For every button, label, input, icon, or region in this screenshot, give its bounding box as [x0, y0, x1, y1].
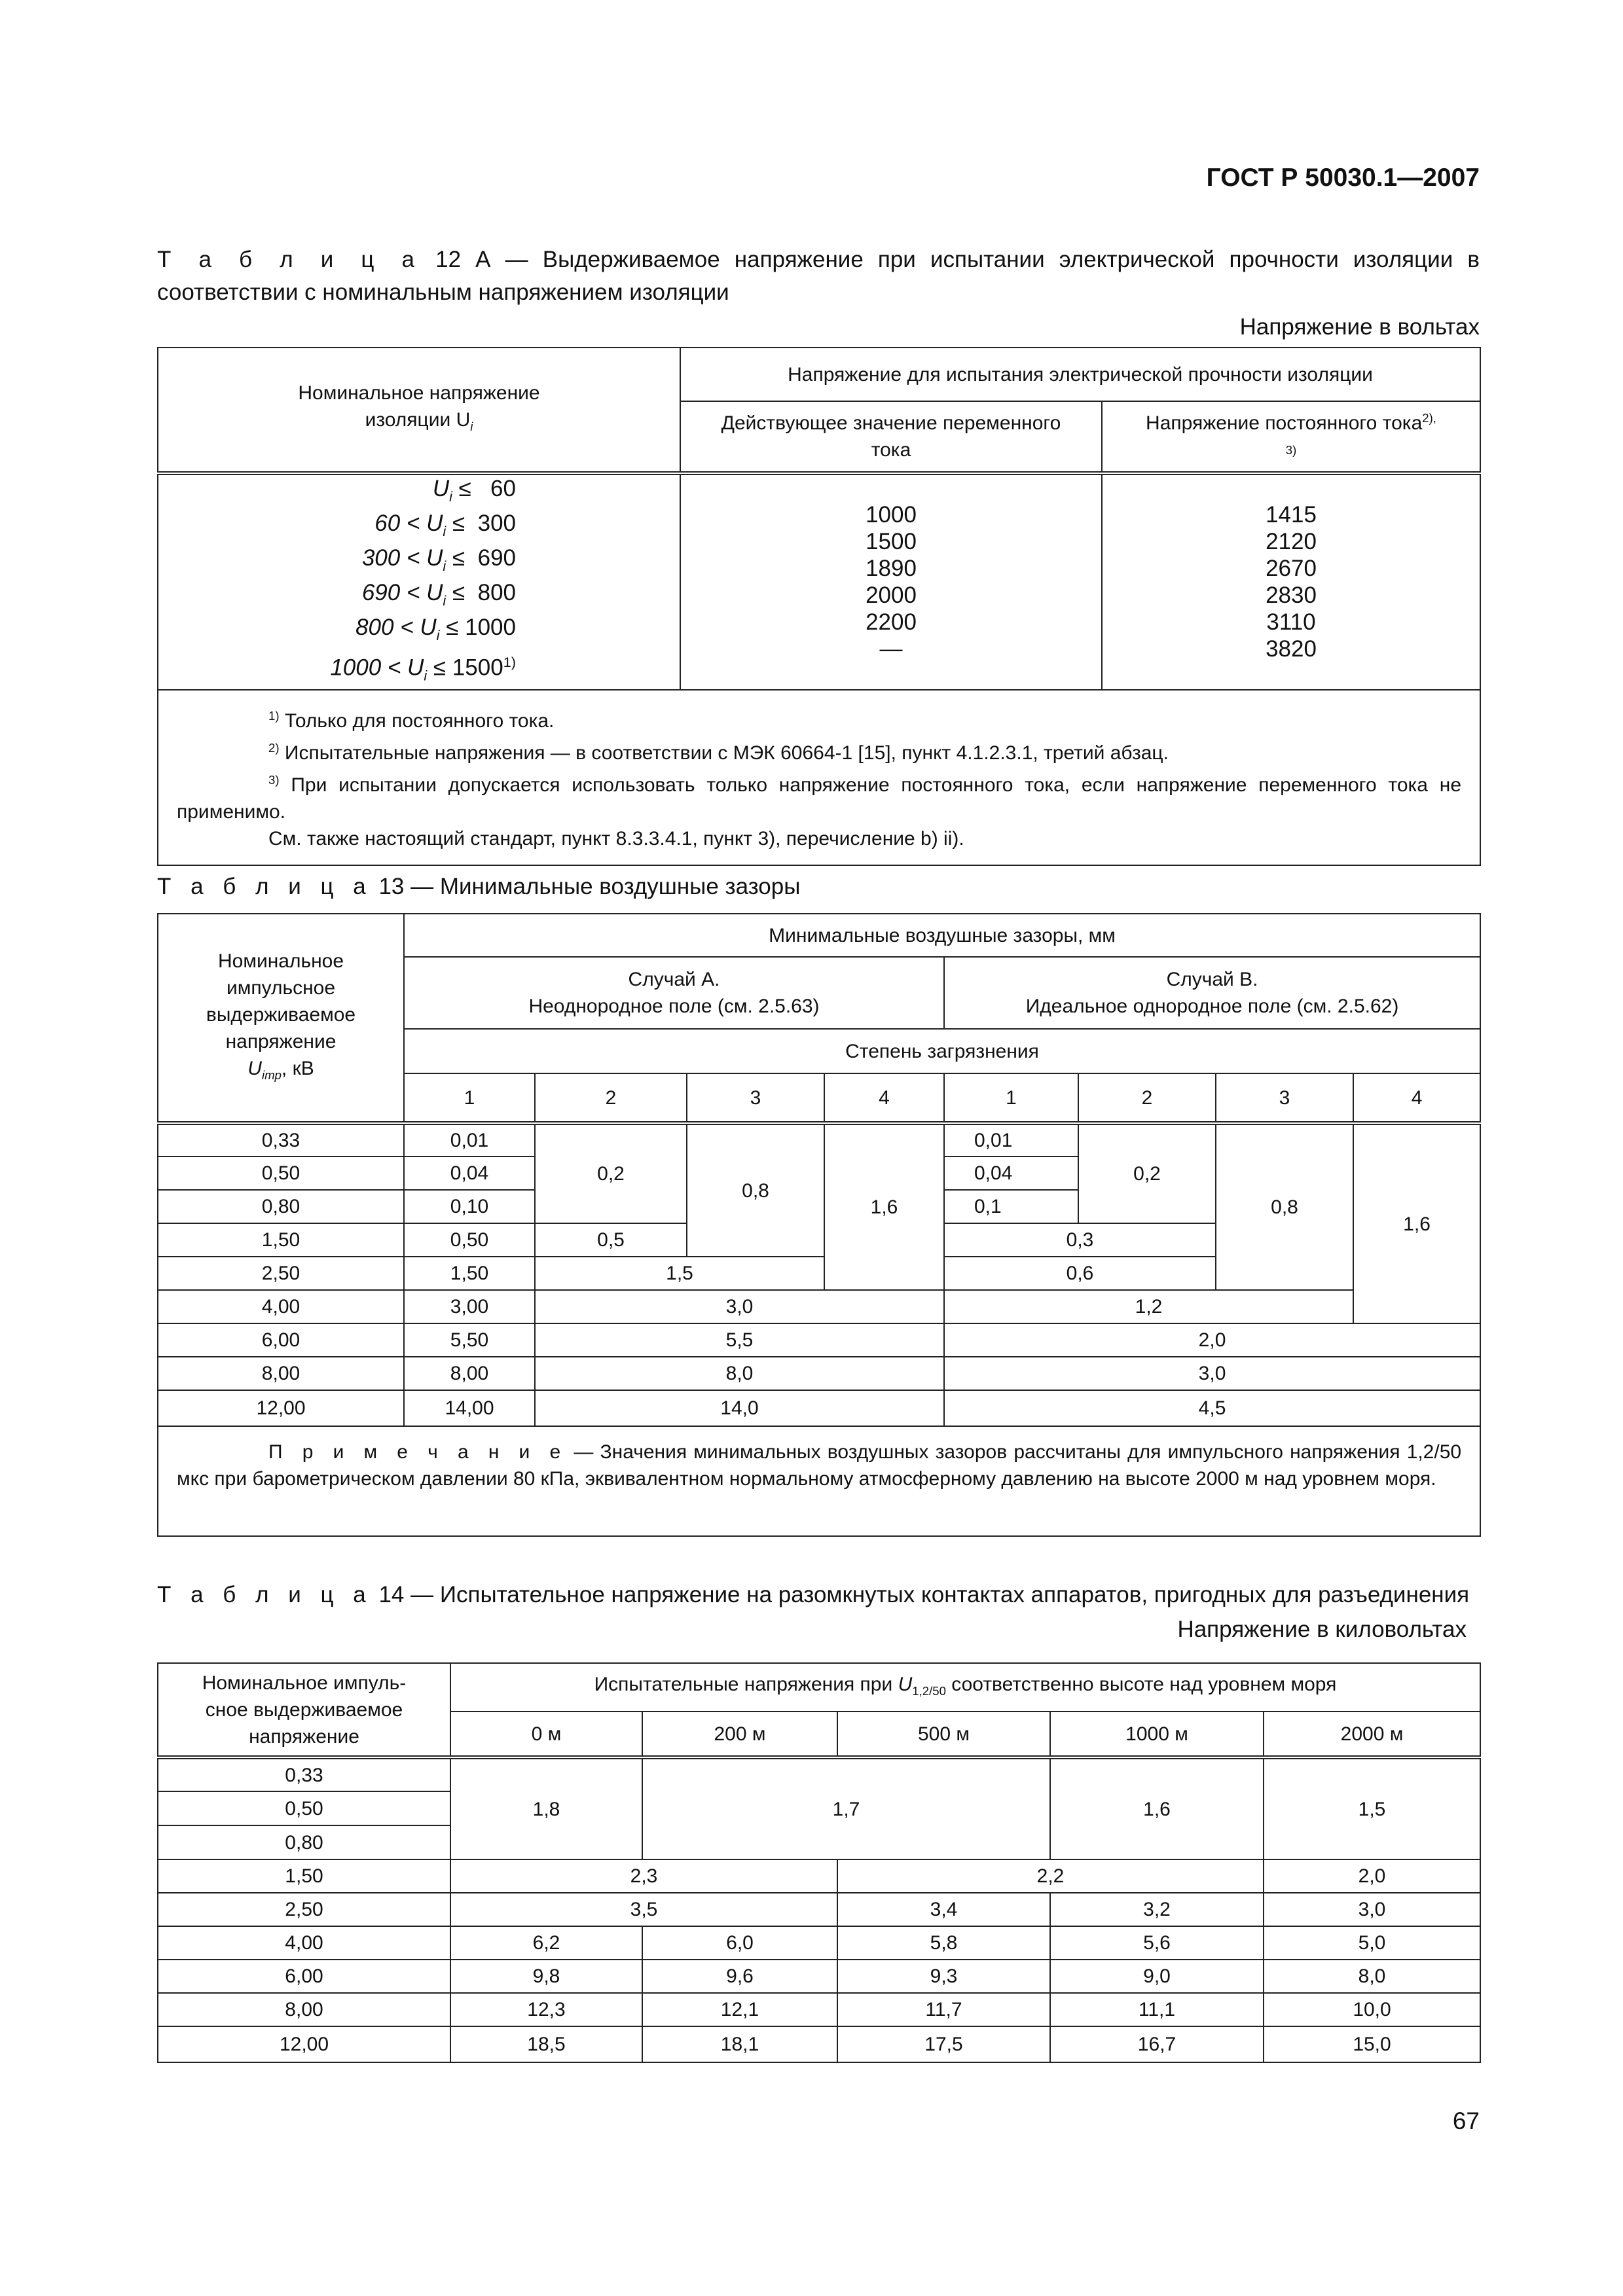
- t13-voltage: 0,33: [158, 1123, 404, 1157]
- t14-cell: 18,5: [450, 2026, 642, 2062]
- t13-header-group: Минимальные воздушные зазоры, мм: [404, 914, 1480, 957]
- t14-voltage: 0,50: [158, 1791, 450, 1825]
- t14-voltage: 8,00: [158, 1993, 450, 2026]
- standard-number: ГОСТ Р 50030.1—2007: [1206, 164, 1480, 192]
- t13-a1: 0,10: [404, 1190, 535, 1223]
- table-14: [157, 1662, 1481, 2063]
- t14-cell: 5,0: [1264, 1926, 1480, 1960]
- t13-a1: 14,00: [404, 1390, 535, 1426]
- t13-degree: 1: [404, 1073, 535, 1123]
- t13-voltage: 1,50: [158, 1223, 404, 1257]
- t12a-footnotes: $^{1)}$ Только для постоянного тока. $^{2)}$ Испытательные напряжения — в соответствии с МЭК 60664-1 [15], пункт 4.1.2.3.1, третий абзац. $^{3)}$ При испытании допускается использовать только напряжение постоянного тока, если напряжение переменного тока не применимо. См. также настоящий стандарт, пункт 8.3.3.4.1, пункт 3), перечисление b) ii).: [158, 690, 1480, 865]
- t12a-header-voltage: Номинальное напряжение изоляции $U_i$: [158, 348, 680, 473]
- page-number: 67: [1452, 2108, 1480, 2134]
- t13-b2-merged: 0,2: [1078, 1123, 1216, 1223]
- t13-b: 3,0: [944, 1357, 1480, 1390]
- t13-a23: 1,5: [535, 1257, 824, 1290]
- t13-a1: 0,50: [404, 1223, 535, 1257]
- t12a-header-group: Напряжение для испытания электрической прочности изоляции: [680, 348, 1480, 401]
- t14-cell: 12,1: [642, 1993, 837, 2026]
- t13-b: 2,0: [944, 1323, 1480, 1357]
- t14-cell: 3,4: [837, 1893, 1050, 1926]
- t13-a234: 3,0: [535, 1290, 944, 1323]
- t14-cell: 3,2: [1050, 1893, 1264, 1926]
- t13-b1: 0,04: [944, 1157, 1078, 1190]
- table14-caption: Т а б л и ц а 14 — Испытательное напряжение на разомкнутых контактах аппаратов, пригодных для разъединения: [157, 1582, 1470, 1607]
- t14-cell: 11,1: [1050, 1993, 1264, 2026]
- t14-voltage: 0,80: [158, 1825, 450, 1859]
- t14-height: 500 м: [837, 1712, 1050, 1757]
- t13-b12: 0,6: [944, 1257, 1216, 1290]
- t14-cell: 11,7: [837, 1993, 1050, 2026]
- t13-voltage: 8,00: [158, 1357, 404, 1390]
- t14-cell: 2,0: [1264, 1859, 1480, 1893]
- t13-a2: 0,5: [535, 1223, 687, 1257]
- t13-b: 4,5: [944, 1390, 1480, 1426]
- table-12a: [157, 347, 1481, 866]
- t13-degree: 4: [824, 1073, 944, 1123]
- t14-cell: 12,3: [450, 1993, 642, 2026]
- t13-voltage: 0,80: [158, 1190, 404, 1223]
- t13-degree: 2: [1078, 1073, 1216, 1123]
- t13-b123: 1,2: [944, 1290, 1353, 1323]
- t14-cell: 15,0: [1264, 2026, 1480, 2062]
- t13-b1: 0,01: [944, 1123, 1078, 1157]
- t14-h0: 1,8: [450, 1757, 642, 1859]
- t13-note: П р и м е ч а н и е — Значения минимальных воздушных зазоров рассчитаны для импульсного напряжения 1,2/50 мкс при барометрическом давлении 80 кПа, эквивалентном нормальному атмосферному давлению на высоте 2000 м над уровнем моря.: [158, 1426, 1480, 1536]
- t14-voltage: 0,33: [158, 1757, 450, 1791]
- t12a-voltage-ranges: $U_i \le 60$ $60 < U_i \le 300$ $300 < U_i \le 690$ $690 < U_i \le 800$ $800 < U_i \le 1000$ $1000 < U_i \le 1500^{1)}$: [158, 473, 680, 690]
- t14-cell: 3,5: [450, 1893, 837, 1926]
- t13-degree: 3: [1216, 1073, 1353, 1123]
- t13-a234: 8,0: [535, 1357, 944, 1390]
- t14-cell: 10,0: [1264, 1993, 1480, 2026]
- t13-voltage: 4,00: [158, 1290, 404, 1323]
- table12a-caption: Т а б л и ц а 12 А — Выдерживаемое напряжение при испытании электрической прочности изоляции в соответствии с номинальным напряжением изоляции: [157, 247, 1480, 305]
- t13-degree: 2: [535, 1073, 687, 1123]
- t14-voltage: 2,50: [158, 1893, 450, 1926]
- t14-cell: 5,6: [1050, 1926, 1264, 1960]
- t12a-ac-values: 1000 1500 1890 2000 2200 —: [680, 473, 1102, 690]
- t14-voltage: 12,00: [158, 2026, 450, 2062]
- t13-header-case-b: Случай В. Идеальное однородное поле (см. 2.5.62): [944, 957, 1480, 1029]
- t14-h2000: 1,5: [1264, 1757, 1480, 1859]
- table12a-unit: Напряжение в вольтах: [1239, 314, 1480, 340]
- t13-b4-merged: 1,6: [1353, 1123, 1480, 1323]
- t13-header-pollution: Степень загрязнения: [404, 1029, 1480, 1073]
- t13-a1: 5,50: [404, 1323, 535, 1357]
- t13-a1: 0,04: [404, 1157, 535, 1190]
- t14-voltage: 6,00: [158, 1960, 450, 1993]
- t14-cell: 6,0: [642, 1926, 837, 1960]
- t14-cell: 2,2: [837, 1859, 1264, 1893]
- t13-voltage: 6,00: [158, 1323, 404, 1357]
- t14-cell: 18,1: [642, 2026, 837, 2062]
- t12a-header-dc: Напряжение постоянного тока$^{2), 3)}$: [1102, 401, 1480, 473]
- t13-voltage: 2,50: [158, 1257, 404, 1290]
- t14-header-voltage: Номинальное импуль- сное выдерживаемое напряжение: [158, 1663, 450, 1757]
- t12a-header-ac: Действующее значение переменного тока: [680, 401, 1102, 473]
- t13-a3-merged: 0,8: [687, 1123, 824, 1257]
- table-13: [157, 913, 1481, 1537]
- t14-cell: 5,8: [837, 1926, 1050, 1960]
- t13-a1: 1,50: [404, 1257, 535, 1290]
- t13-a1: 0,01: [404, 1123, 535, 1157]
- t14-height: 2000 м: [1264, 1712, 1480, 1757]
- t14-height: 200 м: [642, 1712, 837, 1757]
- t13-a234: 5,5: [535, 1323, 944, 1357]
- t13-b3-merged: 0,8: [1216, 1123, 1353, 1290]
- t14-height: 1000 м: [1050, 1712, 1264, 1757]
- t13-a4-merged: 1,6: [824, 1123, 944, 1290]
- t13-voltage: 0,50: [158, 1157, 404, 1190]
- t14-cell: 17,5: [837, 2026, 1050, 2062]
- t13-header-voltage: Номинальное импульсное выдерживаемое напряжение $U_{imp}$, кВ: [158, 914, 404, 1123]
- t13-header-case-a: Случай А. Неоднородное поле (см. 2.5.63): [404, 957, 944, 1029]
- t14-cell: 16,7: [1050, 2026, 1264, 2062]
- t12a-dc-values: 1415 2120 2670 2830 3110 3820: [1102, 473, 1480, 690]
- t13-voltage: 12,00: [158, 1390, 404, 1426]
- t14-cell: 6,2: [450, 1926, 642, 1960]
- t14-cell: 3,0: [1264, 1893, 1480, 1926]
- t14-cell: 9,8: [450, 1960, 642, 1993]
- t14-cell: 8,0: [1264, 1960, 1480, 1993]
- t13-b1: 0,1: [944, 1190, 1078, 1223]
- t14-h1000: 1,6: [1050, 1757, 1264, 1859]
- t13-a1: 3,00: [404, 1290, 535, 1323]
- t14-cell: 9,0: [1050, 1960, 1264, 1993]
- t14-cell: 9,3: [837, 1960, 1050, 1993]
- t14-h200-500: 1,7: [642, 1757, 1050, 1859]
- t14-voltage: 1,50: [158, 1859, 450, 1893]
- t13-a234: 14,0: [535, 1390, 944, 1426]
- t13-a2-merged: 0,2: [535, 1123, 687, 1223]
- t13-degree: 1: [944, 1073, 1078, 1123]
- t13-degree: 4: [1353, 1073, 1480, 1123]
- t13-degree: 3: [687, 1073, 824, 1123]
- t14-height: 0 м: [450, 1712, 642, 1757]
- t14-cell: 2,3: [450, 1859, 837, 1893]
- t14-voltage: 4,00: [158, 1926, 450, 1960]
- table13-caption: Т а б л и ц а 13 — Минимальные воздушные зазоры: [157, 874, 801, 899]
- t13-a1: 8,00: [404, 1357, 535, 1390]
- table14-unit: Напряжение в киловольтах: [1177, 1617, 1467, 1642]
- t13-b12: 0,3: [944, 1223, 1216, 1257]
- t14-header-group: Испытательные напряжения при $U_{1,2/50}$ соответственно высоте над уровнем моря: [450, 1663, 1480, 1712]
- t14-cell: 9,6: [642, 1960, 837, 1993]
